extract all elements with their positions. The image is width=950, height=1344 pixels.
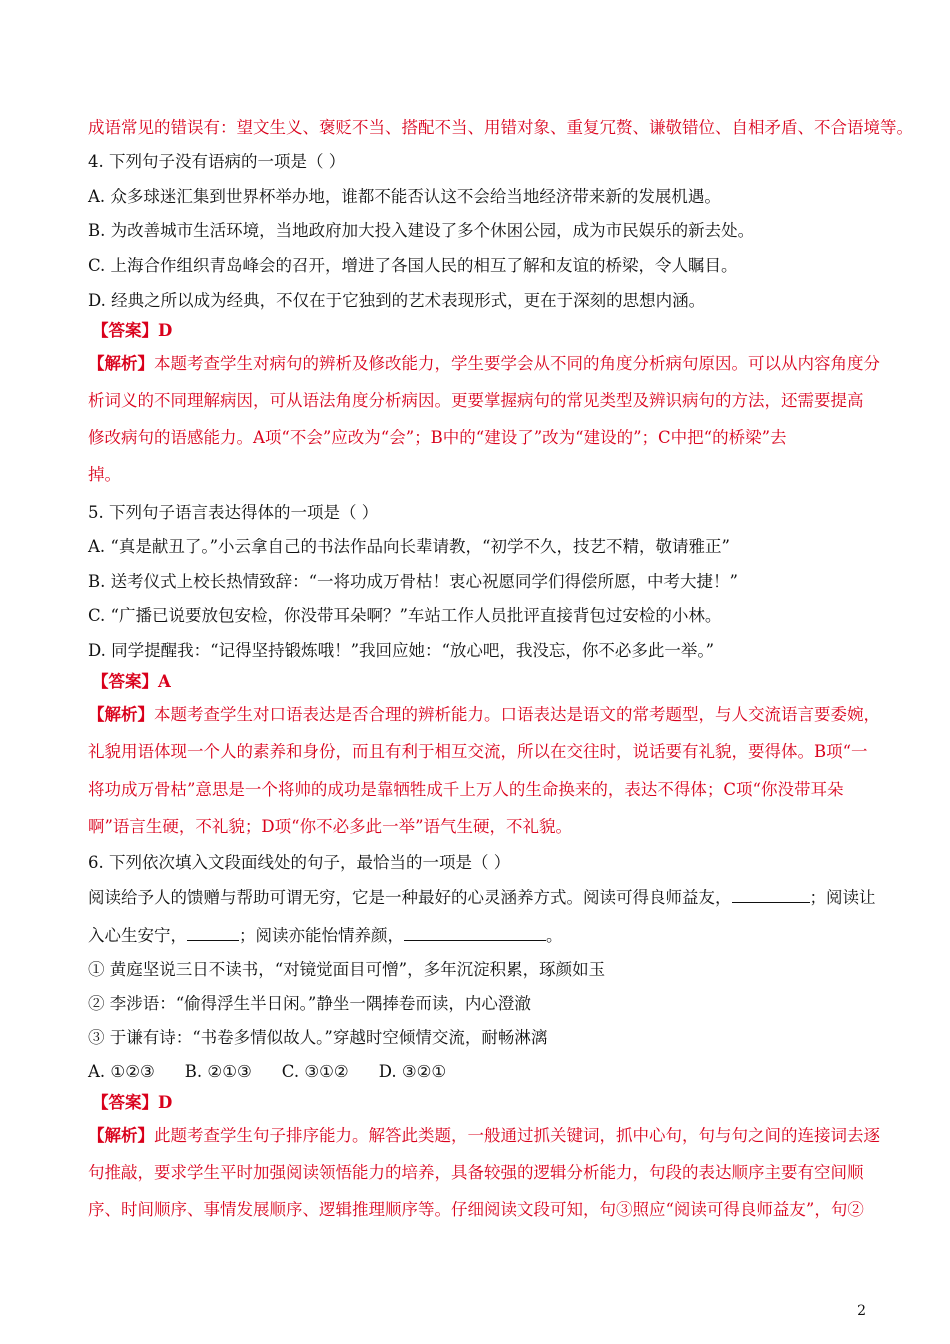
q6-item-3: ③ 于谦有诗：“书卷多情似故人。”穿越时空倾情交流，耐畅淋漓 bbox=[88, 1028, 548, 1047]
q6-analysis-line-3: 序、时间顺序、事情发展顺序、逻辑推理顺序等。仔细阅读文段可知，句③照应“阅读可得良师益友”，句② bbox=[88, 1200, 864, 1219]
q6-choice-c: C. ③①② bbox=[281, 1062, 349, 1081]
q6-choices bbox=[88, 1061, 476, 1083]
q6-analysis-tag: 【解析】 bbox=[88, 1126, 154, 1145]
q5-stem: 5. 下列句子语言表达得体的一项是（ ） bbox=[88, 503, 379, 522]
q5-analysis-line-1: 【解析】本题考查学生对口语表达是否合理的辨析能力。口语表达是语文的常考题型，与人交流语言要委婉， bbox=[88, 705, 880, 724]
q5-answer: 【答案】A bbox=[92, 672, 171, 691]
q5-analysis-tag: 【解析】 bbox=[88, 705, 154, 724]
q4-option-a: A. 众多球迷汇集到世界杯举办地，谁都不能否认这不会给当地经济带来新的发展机遇。 bbox=[88, 187, 721, 206]
q4-analysis-line-3: 修改病句的语感能力。A项“不会”应改为“会”；B中的“建设了”改为“建设的”；C中把“的桥梁”去 bbox=[88, 428, 787, 447]
q4-answer: 【答案】D bbox=[92, 321, 173, 340]
q6-passage-line-2: 入心生安宁， ；阅读亦能怡情养颜， 。 bbox=[88, 926, 563, 945]
fill-blank-2 bbox=[187, 924, 239, 941]
q4-analysis-line-4: 掉。 bbox=[88, 465, 121, 484]
q6-item-1: ① 黄庭坚说三日不读书，“对镜觉面目可憎”，多年沉淀积累，琢颜如玉 bbox=[88, 960, 606, 979]
page-number: 2 bbox=[857, 1303, 866, 1319]
q4-option-c: C. 上海合作组织青岛峰会的召开，增进了各国人民的相互了解和友谊的桥梁，令人瞩目。 bbox=[88, 256, 738, 275]
q5-analysis-line-2: 礼貌用语体现一个人的素养和身份，而且有利于相互交流，所以在交往时，说话要有礼貌，要得体。B项“一 bbox=[88, 742, 868, 761]
q5-option-b: B. 送考仪式上校长热情致辞：“一将功成万骨枯！衷心祝愿同学们得偿所愿，中考大捷！” bbox=[88, 572, 738, 591]
q6-item-2: ② 李涉语：“偷得浮生半日闲。”静坐一隅捧卷而读，内心澄澈 bbox=[88, 994, 531, 1013]
q6-stem: 6. 下列依次填入文段面线处的句子，最恰当的一项是（ ） bbox=[88, 853, 511, 872]
q6-choice-a: A. ①②③ bbox=[88, 1062, 155, 1081]
q4-analysis-line-2: 析词义的不同理解病因，可从语法角度分析病因。更要掌握病句的常见类型及辨识病句的方法，还需要提高 bbox=[88, 391, 864, 410]
q4-analysis-line-1: 【解析】本题考查学生对病句的辨析及修改能力，学生要学会从不同的角度分析病句原因。可以从内容角度分 bbox=[88, 354, 880, 373]
q5-option-a: A. “真是献丑了。”小云拿自己的书法作品向长辈请教，“初学不久，技艺不精，敬请雅正” bbox=[88, 537, 730, 556]
fill-blank-1 bbox=[732, 886, 810, 903]
q6-choice-b: B. ②①③ bbox=[184, 1062, 252, 1081]
q6-choice-d: D. ③②① bbox=[378, 1062, 447, 1081]
q5-analysis-line-3: 将功成万骨枯”意思是一个将帅的成功是靠牺牲成千上万人的生命换来的，表达不得体；C项“你没带耳朵 bbox=[88, 780, 844, 799]
q6-passage-line-1: 阅读给予人的馈赠与帮助可谓无穷，它是一种最好的心灵涵养方式。阅读可得良师益友， ；阅读让 bbox=[88, 888, 876, 907]
fill-blank-3 bbox=[404, 924, 546, 941]
q5-analysis-line-4: 啊”语言生硬，不礼貌；D项“你不必多此一举”语气生硬，不礼貌。 bbox=[88, 817, 573, 836]
q6-analysis-line-2: 句推敲，要求学生平时加强阅读领悟能力的培养，具备较强的逻辑分析能力，句段的表达顺序主要有空间顺 bbox=[88, 1163, 864, 1182]
q4-option-b: B. 为改善城市生活环境，当地政府加大投入建设了多个休困公园，成为市民娱乐的新去处。 bbox=[88, 221, 755, 240]
q4-analysis-tag: 【解析】 bbox=[88, 354, 154, 373]
q5-option-c: C. “广播已说要放包安检，你没带耳朵啊？”车站工作人员批评直接背包过安检的小林。 bbox=[88, 606, 722, 625]
q4-stem: 4. 下列句子没有语病的一项是（ ） bbox=[88, 152, 346, 171]
q6-answer: 【答案】D bbox=[92, 1093, 173, 1112]
q5-option-d: D. 同学提醒我：“记得坚持锻炼哦！”我回应她：“放心吧，我没忘，你不必多此一举。” bbox=[88, 641, 715, 660]
q6-analysis-line-1: 【解析】此题考查学生句子排序能力。解答此类题，一般通过抓关键词，抓中心句，句与句之间的连接词去逐 bbox=[88, 1126, 880, 1145]
idiom-error-note: 成语常见的错误有：望文生义、褒贬不当、搭配不当、用错对象、重复冗赘、谦敬错位、自相矛盾、不合语境等。 bbox=[88, 118, 913, 137]
q4-option-d: D. 经典之所以成为经典，不仅在于它独到的艺术表现形式，更在于深刻的思想内涵。 bbox=[88, 291, 706, 310]
